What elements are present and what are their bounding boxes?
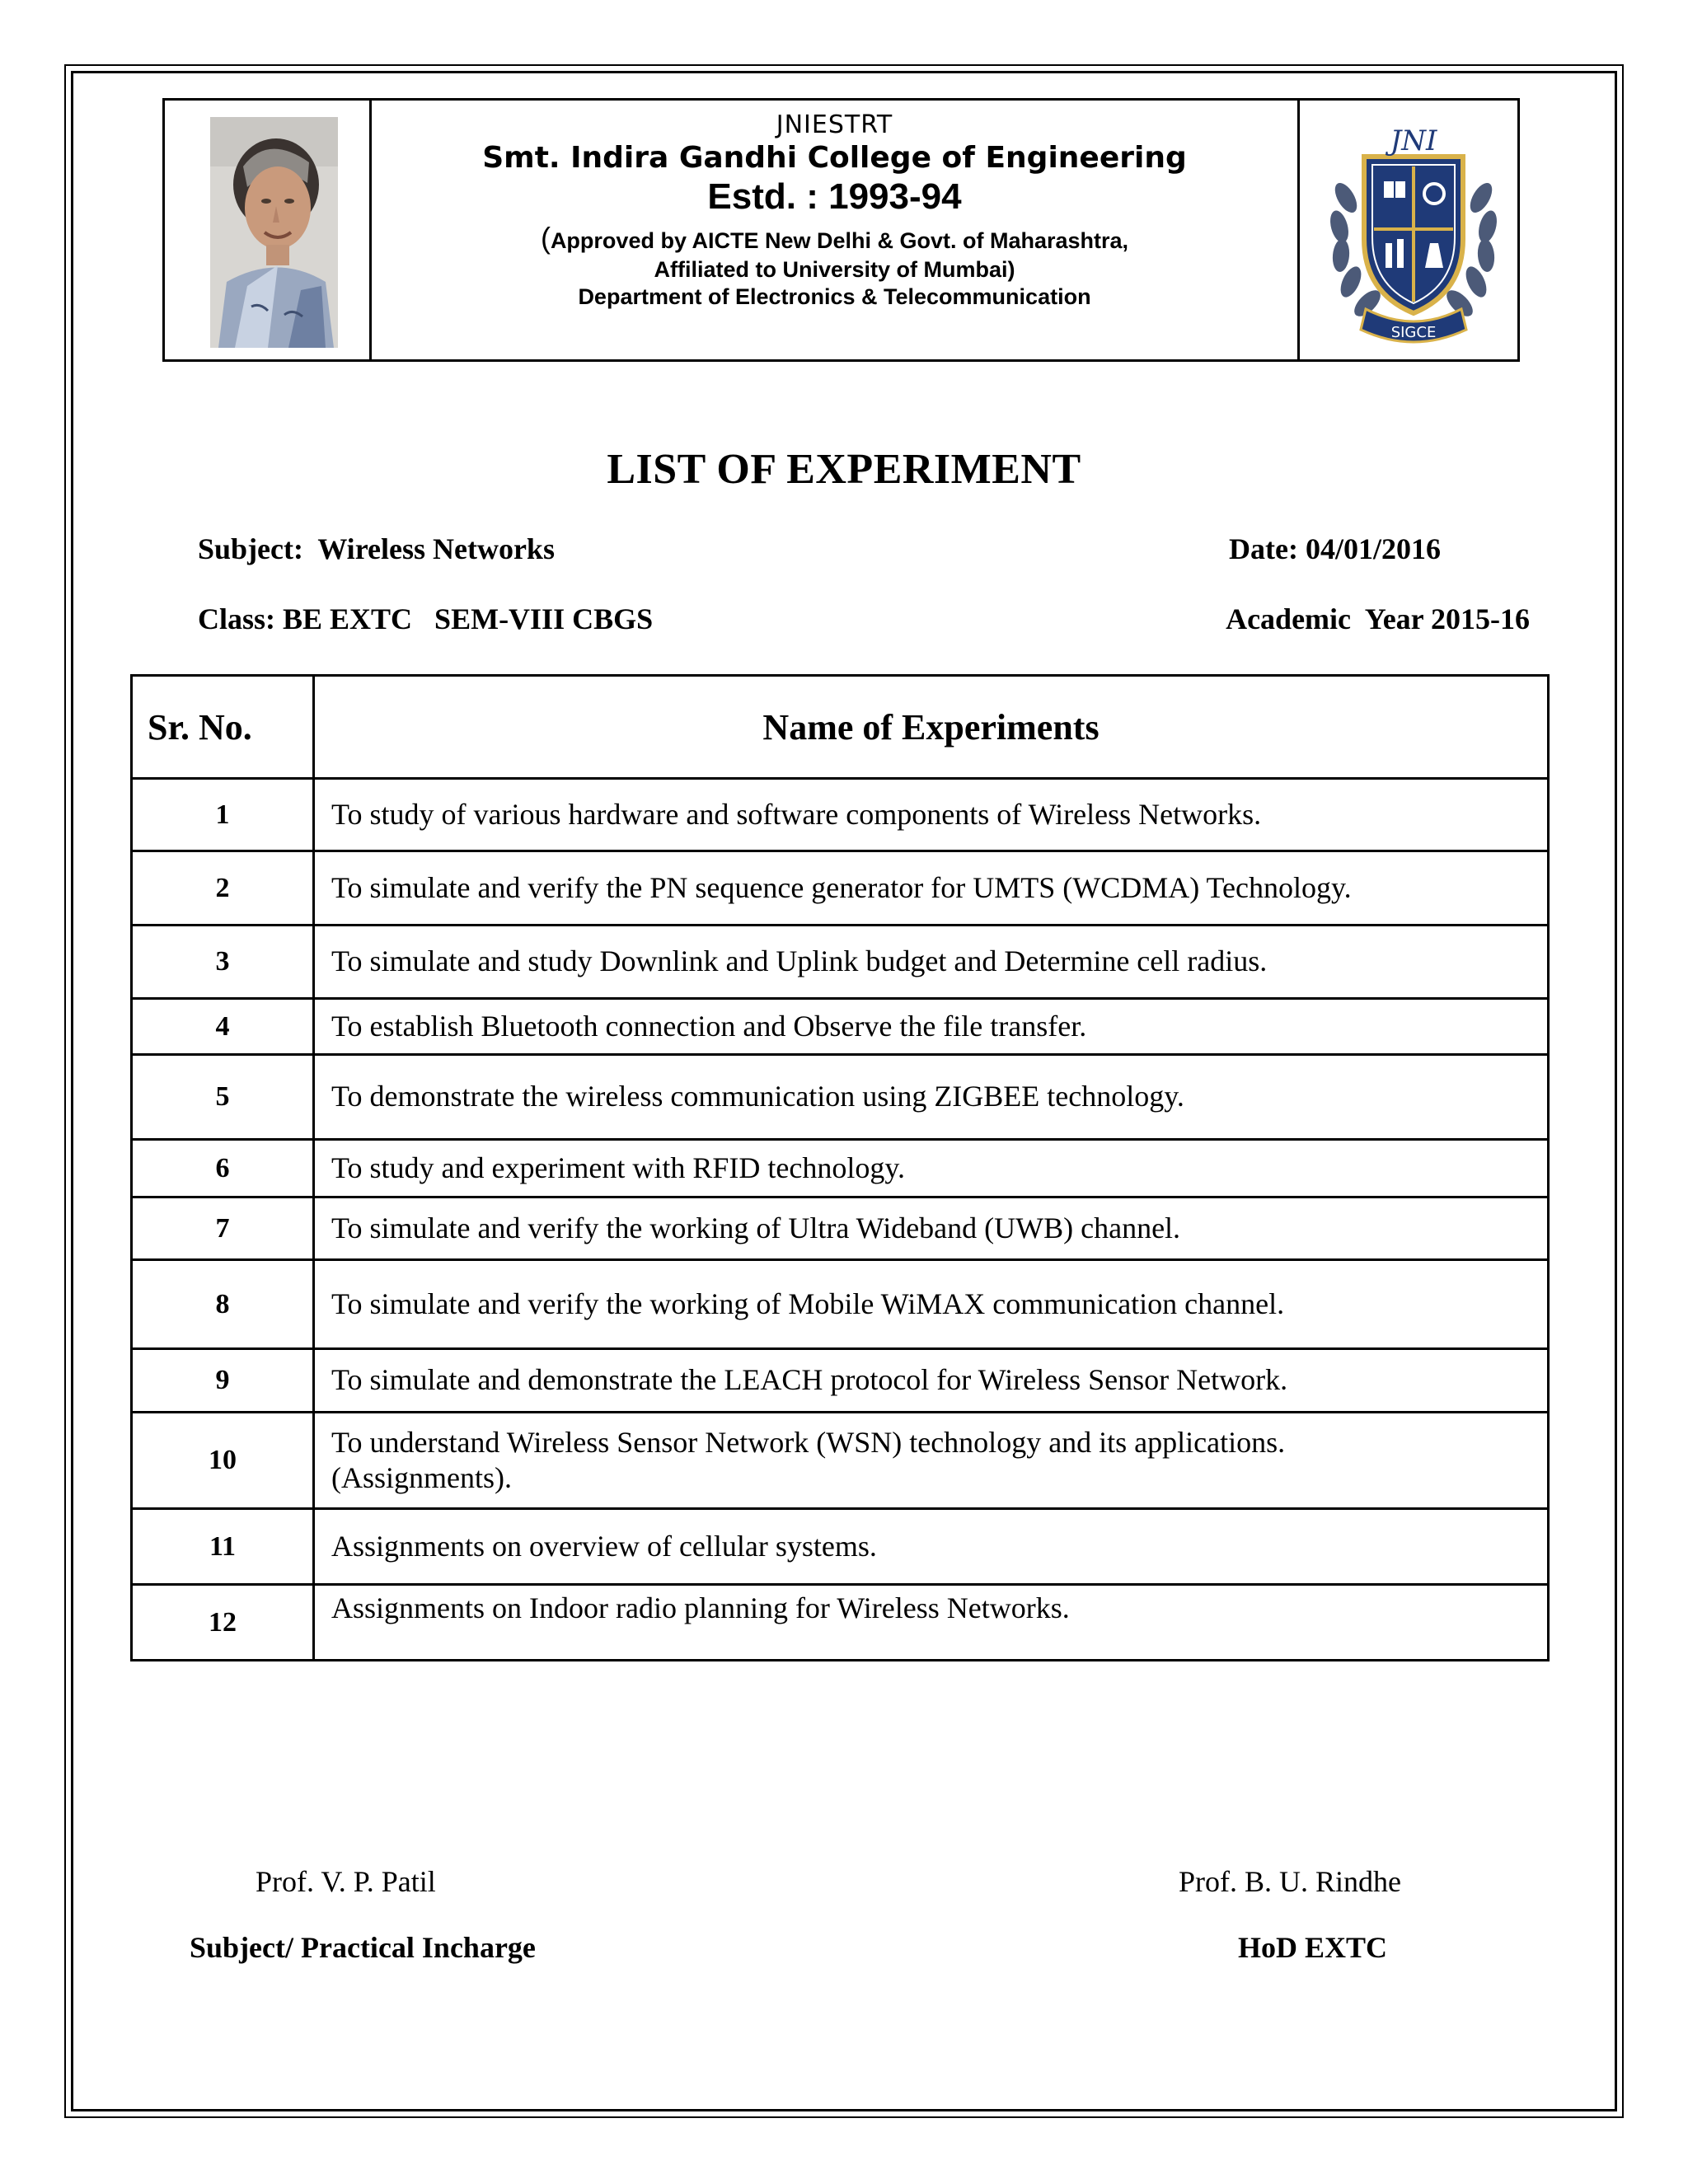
column-header-sr-no: Sr. No. xyxy=(132,676,314,779)
table-row xyxy=(132,779,1549,851)
table-row xyxy=(132,1197,1549,1260)
row-experiment-name: To establish Bluetooth connection and Observe the file transfer. xyxy=(314,999,1549,1055)
row-experiment-name: Assignments on Indoor radio planning for Wireless Networks. xyxy=(314,1585,1549,1661)
table-row xyxy=(132,1349,1549,1413)
row-experiment-name: To simulate and verify the working of Ultra Wideband (UWB) channel. xyxy=(314,1197,1549,1260)
table-row xyxy=(132,999,1549,1055)
approval-paren: ( xyxy=(540,221,551,255)
portrait-image xyxy=(210,117,338,348)
crest-icon xyxy=(1315,107,1512,354)
approval-line xyxy=(372,221,1297,255)
trust-name: JNIESTRT xyxy=(776,110,893,139)
table-row xyxy=(132,1413,1549,1509)
letterhead-divider xyxy=(1297,101,1300,359)
row-sr-no: 5 xyxy=(132,1055,314,1140)
founder-portrait xyxy=(210,117,338,348)
experiments-table xyxy=(130,674,1550,1661)
row-experiment-name: To simulate and verify the PN sequence generator for UMTS (WCDMA) Technology. xyxy=(314,851,1549,926)
document-title: LIST OF EXPERIMENT xyxy=(607,446,1081,493)
row-sr-no: 8 xyxy=(132,1260,314,1349)
table-row xyxy=(132,1140,1549,1197)
table-row xyxy=(132,926,1549,999)
row-experiment-name: To simulate and demonstrate the LEACH protocol for Wireless Sensor Network. xyxy=(314,1349,1549,1413)
row-experiment-name: To study and experiment with RFID technology. xyxy=(314,1140,1549,1197)
incharge-role: Subject/ Practical Incharge xyxy=(190,1931,536,1964)
subject-label: Subject: Wireless Networks xyxy=(198,532,555,565)
crest-monogram: JNI xyxy=(1390,124,1437,157)
college-name: Smt. Indira Gandhi College of Engineering xyxy=(482,141,1187,175)
row-experiment-name: To study of various hardware and software components of Wireless Networks. xyxy=(314,779,1549,851)
table-row xyxy=(132,1509,1549,1585)
academic-year-label: Academic Year 2015-16 xyxy=(1226,602,1530,635)
row-sr-no: 12 xyxy=(132,1585,314,1661)
letterhead xyxy=(162,98,1520,362)
department-name: Department of Electronics & Telecommunication xyxy=(578,284,1091,309)
incharge-name: Prof. V. P. Patil xyxy=(256,1865,436,1898)
date-label: Date: 04/01/2016 xyxy=(1229,532,1441,565)
hod-role: HoD EXTC xyxy=(1238,1931,1388,1964)
row-sr-no: 11 xyxy=(132,1509,314,1585)
class-label: Class: BE EXTC SEM-VIII CBGS xyxy=(198,602,654,635)
table-row xyxy=(132,1055,1549,1140)
college-crest xyxy=(1315,107,1512,354)
row-sr-no: 9 xyxy=(132,1349,314,1413)
row-sr-no: 3 xyxy=(132,926,314,999)
hod-name: Prof. B. U. Rindhe xyxy=(1179,1865,1401,1898)
row-experiment-name: To simulate and verify the working of Mobile WiMAX communication channel. xyxy=(314,1260,1549,1349)
row-experiment-name xyxy=(314,1413,1549,1509)
row-experiment-name: To simulate and study Downlink and Uplink budget and Determine cell radius. xyxy=(314,926,1549,999)
row-sr-no: 4 xyxy=(132,999,314,1055)
row-experiment-name-line1: To understand Wireless Sensor Network (WSN) technology and its applications. xyxy=(331,1425,1286,1459)
row-sr-no: 6 xyxy=(132,1140,314,1197)
row-experiment-name: Assignments on overview of cellular systems. xyxy=(314,1509,1549,1585)
letterhead-text xyxy=(372,101,1297,310)
table-row xyxy=(132,851,1549,926)
column-header-name: Name of Experiments xyxy=(314,676,1549,779)
row-sr-no: 2 xyxy=(132,851,314,926)
row-experiment-name-line2: (Assignments). xyxy=(331,1461,512,1494)
row-sr-no: 1 xyxy=(132,779,314,851)
table-row xyxy=(132,1260,1549,1349)
table-row xyxy=(132,1585,1549,1661)
established-year: Estd. : 1993-94 xyxy=(707,176,962,217)
crest-banner: SIGCE xyxy=(1390,324,1437,341)
row-sr-no: 10 xyxy=(132,1413,314,1509)
approval-text: Approved by AICTE New Delhi & Govt. of Maharashtra, xyxy=(550,228,1129,253)
affiliation-line: Affiliated to University of Mumbai) xyxy=(654,257,1015,282)
row-sr-no: 7 xyxy=(132,1197,314,1260)
table-header-row xyxy=(132,676,1549,779)
row-experiment-name: To demonstrate the wireless communication using ZIGBEE technology. xyxy=(314,1055,1549,1140)
